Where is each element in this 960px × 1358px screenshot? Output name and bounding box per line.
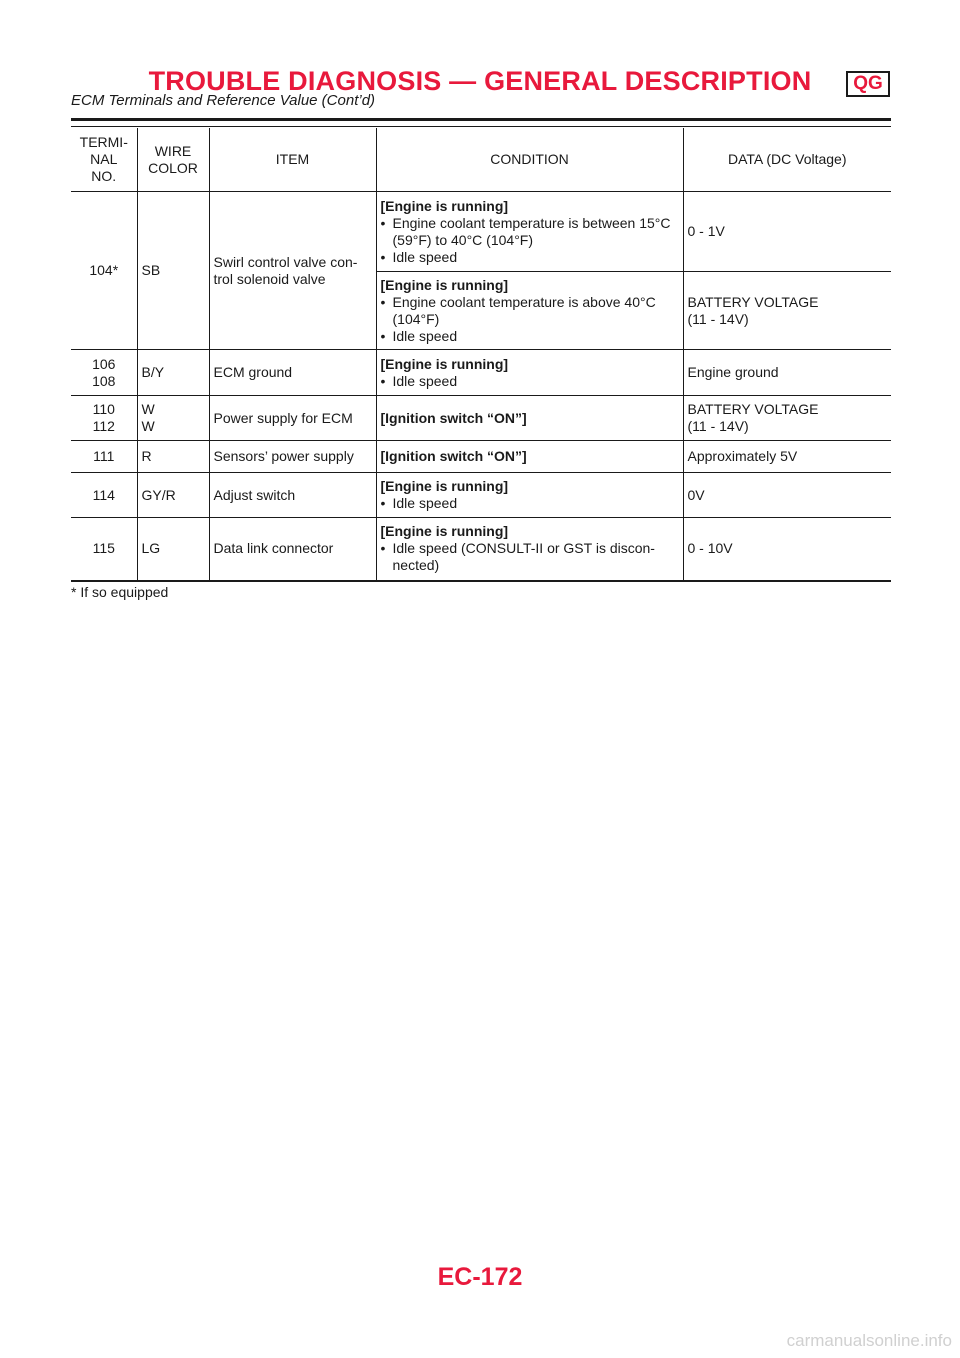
condition-text: Idle speed xyxy=(392,372,458,389)
bullet-icon: • xyxy=(380,372,386,389)
bullet-icon: • xyxy=(380,327,386,344)
bullet-icon: • xyxy=(380,540,386,557)
wire-text: W xyxy=(141,418,155,434)
terminal-text: 112 xyxy=(92,418,115,434)
header-text: NO. xyxy=(91,168,117,184)
header-rule-thick xyxy=(71,118,891,121)
terminal-cell xyxy=(71,350,137,396)
header-rule-thin xyxy=(71,126,891,127)
header-terminal-no xyxy=(71,128,137,192)
data-text: (11 - 14V) xyxy=(687,310,749,327)
terminal-text: 110 xyxy=(92,401,115,417)
condition-text: (104°F) xyxy=(392,310,440,327)
header-wire-color xyxy=(137,128,209,192)
bullet-icon: • xyxy=(380,293,386,310)
table-row xyxy=(71,518,891,581)
header-text: COLOR xyxy=(148,159,198,176)
terminal-cell: 115 xyxy=(71,518,137,581)
section-title: TROUBLE DIAGNOSIS — GENERAL DESCRIPTION xyxy=(148,66,812,96)
condition-text: Idle speed xyxy=(392,327,458,344)
section-subtitle: ECM Terminals and Reference Value (Cont’d) xyxy=(71,92,376,109)
header-text: WIRE xyxy=(154,142,192,159)
item-text: trol solenoid valve xyxy=(213,270,326,287)
table-header-row xyxy=(71,128,891,192)
wire-cell: SB xyxy=(137,192,209,350)
data-cell: Engine ground xyxy=(683,350,891,396)
terminal-cell: 114 xyxy=(71,473,137,518)
terminal-cell: 104* xyxy=(71,192,137,350)
data-text: (11 - 14V) xyxy=(687,418,749,434)
page-number: EC-172 xyxy=(437,1263,523,1291)
wire-text: W xyxy=(141,401,155,417)
item-cell: Adjust switch xyxy=(209,473,376,518)
terminal-cell: 111 xyxy=(71,441,137,473)
condition-text: nected) xyxy=(392,557,440,574)
wire-cell xyxy=(137,396,209,441)
bullet-icon: • xyxy=(380,248,386,265)
table-row xyxy=(71,396,891,441)
condition-heading: [Engine is running] xyxy=(380,355,509,372)
condition-heading: [Engine is running] xyxy=(380,523,509,540)
condition-cell xyxy=(376,350,683,396)
bullet-icon: • xyxy=(380,495,386,511)
data-text: BATTERY VOLTAGE xyxy=(687,401,819,417)
condition-bullet xyxy=(381,328,679,345)
condition-cell: [Ignition switch “ON”] xyxy=(376,441,683,473)
data-text: BATTERY VOLTAGE xyxy=(687,293,819,310)
data-cell xyxy=(683,396,891,441)
condition-cell xyxy=(376,272,683,350)
condition-cell: [Ignition switch “ON”] xyxy=(376,396,683,441)
condition-bullet xyxy=(381,215,679,249)
condition-text: (59°F) to 40°C (104°F) xyxy=(392,231,534,248)
watermark: carmanualsonline.info xyxy=(786,1331,952,1350)
condition-text: Engine coolant temperature is above 40°C xyxy=(392,293,656,310)
data-cell: 0V xyxy=(683,473,891,518)
footnote: * If so equipped xyxy=(71,584,169,600)
table-row xyxy=(71,192,891,272)
condition-bullet xyxy=(381,495,679,512)
wire-cell: GY/R xyxy=(137,473,209,518)
terminal-text: 108 xyxy=(92,372,116,389)
data-cell xyxy=(683,272,891,350)
item-cell: Data link connector xyxy=(209,518,376,581)
data-cell: Approximately 5V xyxy=(683,441,891,473)
ecm-terminal-table xyxy=(71,128,891,582)
wire-cell: B/Y xyxy=(137,350,209,396)
condition-text: Engine coolant temperature is between 15°C xyxy=(392,214,671,231)
terminal-text: 106 xyxy=(92,355,116,372)
table-row xyxy=(71,441,891,473)
wire-cell: R xyxy=(137,441,209,473)
header-text: NAL xyxy=(90,151,118,167)
header-condition: CONDITION xyxy=(376,128,683,192)
table-row xyxy=(71,473,891,518)
data-cell: 0 - 1V xyxy=(683,192,891,272)
condition-cell xyxy=(376,518,683,581)
condition-bullet xyxy=(381,294,679,328)
item-cell: ECM ground xyxy=(209,350,376,396)
item-cell xyxy=(209,192,376,350)
condition-bullet xyxy=(381,249,679,266)
header-item: ITEM xyxy=(209,128,376,192)
wire-cell: LG xyxy=(137,518,209,581)
condition-cell xyxy=(376,473,683,518)
data-cell: 0 - 10V xyxy=(683,518,891,581)
condition-bullet xyxy=(381,373,679,390)
condition-bullet xyxy=(381,540,679,574)
header-data: DATA (DC Voltage) xyxy=(683,128,891,192)
terminal-cell xyxy=(71,396,137,441)
item-cell: Power supply for ECM xyxy=(209,396,376,441)
table-row xyxy=(71,350,891,396)
condition-heading: [Engine is running] xyxy=(380,197,509,214)
engine-code-badge: QG xyxy=(846,71,890,97)
bullet-icon: • xyxy=(380,214,386,231)
condition-text: Idle speed xyxy=(392,495,458,511)
condition-cell xyxy=(376,192,683,272)
condition-heading: [Engine is running] xyxy=(380,276,509,293)
condition-heading: [Engine is running] xyxy=(380,478,509,494)
item-cell: Sensors’ power supply xyxy=(209,441,376,473)
header-text: TERMI- xyxy=(79,134,128,150)
condition-text: Idle speed (CONSULT-II or GST is discon- xyxy=(392,540,655,557)
condition-text: Idle speed xyxy=(392,248,458,265)
item-text: Swirl control valve con- xyxy=(213,253,358,270)
